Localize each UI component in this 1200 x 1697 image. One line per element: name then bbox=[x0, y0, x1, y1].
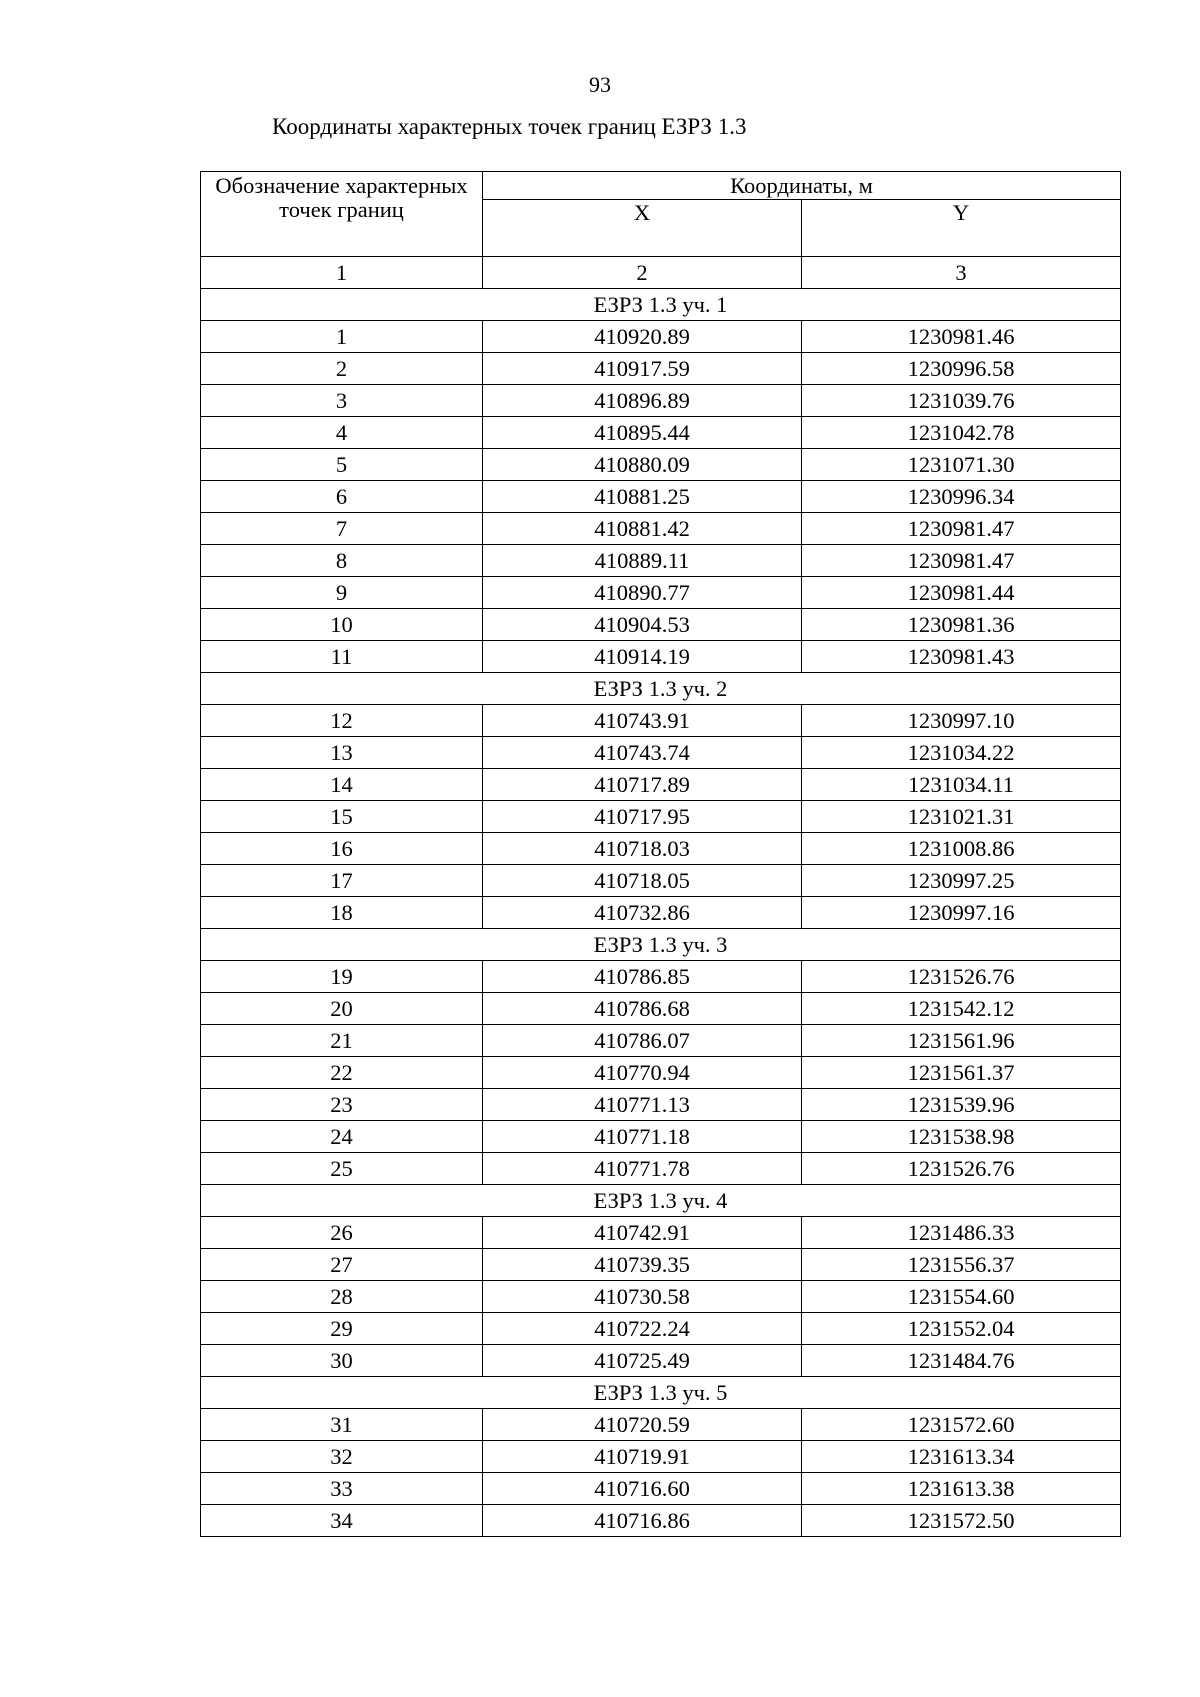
section-title: ЕЗРЗ 1.3 уч. 4 bbox=[201, 1185, 1121, 1217]
section-title: ЕЗРЗ 1.3 уч. 2 bbox=[201, 673, 1121, 705]
point-number: 31 bbox=[201, 1409, 483, 1441]
coord-y: 1230981.43 bbox=[802, 641, 1121, 673]
coord-x: 410786.85 bbox=[483, 961, 802, 993]
coord-y: 1231542.12 bbox=[802, 993, 1121, 1025]
point-number: 23 bbox=[201, 1089, 483, 1121]
coord-y: 1230981.47 bbox=[802, 513, 1121, 545]
point-number: 33 bbox=[201, 1473, 483, 1505]
table-row bbox=[201, 1121, 1121, 1153]
coord-x: 410720.59 bbox=[483, 1409, 802, 1441]
coord-y: 1231039.76 bbox=[802, 385, 1121, 417]
table-row bbox=[201, 1345, 1121, 1377]
coord-x: 410904.53 bbox=[483, 609, 802, 641]
section-row bbox=[201, 1377, 1121, 1409]
coord-y: 1231526.76 bbox=[802, 1153, 1121, 1185]
point-number: 2 bbox=[201, 353, 483, 385]
coord-y: 1231561.96 bbox=[802, 1025, 1121, 1057]
column-number-row bbox=[201, 257, 1121, 289]
point-number: 10 bbox=[201, 609, 483, 641]
coord-y: 1231561.37 bbox=[802, 1057, 1121, 1089]
coord-x: 410786.68 bbox=[483, 993, 802, 1025]
table-row bbox=[201, 1409, 1121, 1441]
coord-y: 1231526.76 bbox=[802, 961, 1121, 993]
coord-x: 410730.58 bbox=[483, 1281, 802, 1313]
point-number: 4 bbox=[201, 417, 483, 449]
coord-y: 1230996.58 bbox=[802, 353, 1121, 385]
coord-x: 410881.25 bbox=[483, 481, 802, 513]
header-row bbox=[201, 172, 1121, 200]
column-number: 2 bbox=[483, 257, 802, 289]
point-number: 26 bbox=[201, 1217, 483, 1249]
coord-y: 1230981.44 bbox=[802, 577, 1121, 609]
point-number: 24 bbox=[201, 1121, 483, 1153]
point-number: 1 bbox=[201, 321, 483, 353]
coord-y: 1230997.10 bbox=[802, 705, 1121, 737]
coord-x: 410896.89 bbox=[483, 385, 802, 417]
point-number: 25 bbox=[201, 1153, 483, 1185]
coord-y: 1231613.34 bbox=[802, 1441, 1121, 1473]
table-row bbox=[201, 353, 1121, 385]
coord-y: 1231484.76 bbox=[802, 1345, 1121, 1377]
table-row bbox=[201, 1505, 1121, 1537]
coord-y: 1230981.46 bbox=[802, 321, 1121, 353]
coord-x: 410719.91 bbox=[483, 1441, 802, 1473]
section-row bbox=[201, 289, 1121, 321]
page-number: 93 bbox=[589, 72, 611, 97]
point-number: 12 bbox=[201, 705, 483, 737]
point-number: 16 bbox=[201, 833, 483, 865]
coord-x: 410742.91 bbox=[483, 1217, 802, 1249]
coord-x: 410739.35 bbox=[483, 1249, 802, 1281]
coord-y: 1231538.98 bbox=[802, 1121, 1121, 1153]
section-title: ЕЗРЗ 1.3 уч. 1 bbox=[201, 289, 1121, 321]
table-row bbox=[201, 1057, 1121, 1089]
table-row bbox=[201, 1217, 1121, 1249]
coord-x: 410895.44 bbox=[483, 417, 802, 449]
table-row bbox=[201, 1089, 1121, 1121]
point-number: 11 bbox=[201, 641, 483, 673]
section-title: ЕЗРЗ 1.3 уч. 5 bbox=[201, 1377, 1121, 1409]
coord-x: 410718.03 bbox=[483, 833, 802, 865]
point-number: 15 bbox=[201, 801, 483, 833]
coord-x: 410880.09 bbox=[483, 449, 802, 481]
point-number: 21 bbox=[201, 1025, 483, 1057]
coord-y: 1231034.22 bbox=[802, 737, 1121, 769]
table-row bbox=[201, 321, 1121, 353]
coord-y: 1231021.31 bbox=[802, 801, 1121, 833]
point-number: 30 bbox=[201, 1345, 483, 1377]
coord-x: 410716.86 bbox=[483, 1505, 802, 1537]
table-row bbox=[201, 1281, 1121, 1313]
table-row bbox=[201, 609, 1121, 641]
point-number: 8 bbox=[201, 545, 483, 577]
point-number: 9 bbox=[201, 577, 483, 609]
header-designation: Обозначение характерных точек границ bbox=[201, 172, 483, 257]
point-number: 32 bbox=[201, 1441, 483, 1473]
table-row bbox=[201, 769, 1121, 801]
table-row bbox=[201, 1249, 1121, 1281]
table-row bbox=[201, 481, 1121, 513]
coord-y: 1231556.37 bbox=[802, 1249, 1121, 1281]
section-row bbox=[201, 929, 1121, 961]
coord-y: 1230997.16 bbox=[802, 897, 1121, 929]
coord-y: 1231071.30 bbox=[802, 449, 1121, 481]
coord-y: 1230981.36 bbox=[802, 609, 1121, 641]
coord-x: 410718.05 bbox=[483, 865, 802, 897]
table-row bbox=[201, 1473, 1121, 1505]
column-number: 3 bbox=[802, 257, 1121, 289]
table-row bbox=[201, 897, 1121, 929]
point-number: 17 bbox=[201, 865, 483, 897]
table-row bbox=[201, 705, 1121, 737]
coord-x: 410917.59 bbox=[483, 353, 802, 385]
coord-x: 410743.74 bbox=[483, 737, 802, 769]
point-number: 22 bbox=[201, 1057, 483, 1089]
coord-x: 410770.94 bbox=[483, 1057, 802, 1089]
point-number: 20 bbox=[201, 993, 483, 1025]
coord-x: 410881.42 bbox=[483, 513, 802, 545]
point-number: 27 bbox=[201, 1249, 483, 1281]
table-row bbox=[201, 1313, 1121, 1345]
coord-y: 1231539.96 bbox=[802, 1089, 1121, 1121]
point-number: 5 bbox=[201, 449, 483, 481]
table-row bbox=[201, 1153, 1121, 1185]
coord-x: 410732.86 bbox=[483, 897, 802, 929]
point-number: 13 bbox=[201, 737, 483, 769]
point-number: 7 bbox=[201, 513, 483, 545]
coord-x: 410889.11 bbox=[483, 545, 802, 577]
table-row bbox=[201, 449, 1121, 481]
section-row bbox=[201, 673, 1121, 705]
coord-y: 1230996.34 bbox=[802, 481, 1121, 513]
coord-y: 1230997.25 bbox=[802, 865, 1121, 897]
coord-x: 410771.18 bbox=[483, 1121, 802, 1153]
coord-x: 410914.19 bbox=[483, 641, 802, 673]
table-row bbox=[201, 801, 1121, 833]
coord-y: 1231554.60 bbox=[802, 1281, 1121, 1313]
coord-y: 1231552.04 bbox=[802, 1313, 1121, 1345]
coord-x: 410716.60 bbox=[483, 1473, 802, 1505]
coord-y: 1231486.33 bbox=[802, 1217, 1121, 1249]
table-row bbox=[201, 833, 1121, 865]
point-number: 19 bbox=[201, 961, 483, 993]
coord-x: 410920.89 bbox=[483, 321, 802, 353]
point-number: 3 bbox=[201, 385, 483, 417]
coord-y: 1231042.78 bbox=[802, 417, 1121, 449]
coord-y: 1231572.60 bbox=[802, 1409, 1121, 1441]
coord-x: 410722.24 bbox=[483, 1313, 802, 1345]
table-row bbox=[201, 1025, 1121, 1057]
point-number: 14 bbox=[201, 769, 483, 801]
page-title: Координаты характерных точек границ ЕЗРЗ 1.3 bbox=[272, 114, 747, 139]
table-row bbox=[201, 641, 1121, 673]
point-number: 34 bbox=[201, 1505, 483, 1537]
point-number: 18 bbox=[201, 897, 483, 929]
coord-x: 410771.78 bbox=[483, 1153, 802, 1185]
table-row bbox=[201, 1441, 1121, 1473]
coord-x: 410786.07 bbox=[483, 1025, 802, 1057]
header-coordinates: Координаты, м bbox=[483, 172, 1121, 200]
table-row bbox=[201, 513, 1121, 545]
coord-x: 410771.13 bbox=[483, 1089, 802, 1121]
table-row bbox=[201, 577, 1121, 609]
coord-y: 1230981.47 bbox=[802, 545, 1121, 577]
table-row bbox=[201, 545, 1121, 577]
header-x: X bbox=[483, 200, 802, 257]
table-row bbox=[201, 737, 1121, 769]
coord-x: 410717.89 bbox=[483, 769, 802, 801]
coord-x: 410743.91 bbox=[483, 705, 802, 737]
table-row bbox=[201, 417, 1121, 449]
point-number: 28 bbox=[201, 1281, 483, 1313]
coord-y: 1231034.11 bbox=[802, 769, 1121, 801]
coord-y: 1231613.38 bbox=[802, 1473, 1121, 1505]
coord-x: 410890.77 bbox=[483, 577, 802, 609]
point-number: 6 bbox=[201, 481, 483, 513]
coord-x: 410717.95 bbox=[483, 801, 802, 833]
table-row bbox=[201, 961, 1121, 993]
coordinates-table bbox=[200, 171, 1121, 1537]
column-number: 1 bbox=[201, 257, 483, 289]
point-number: 29 bbox=[201, 1313, 483, 1345]
section-title: ЕЗРЗ 1.3 уч. 3 bbox=[201, 929, 1121, 961]
coord-y: 1231008.86 bbox=[802, 833, 1121, 865]
coord-x: 410725.49 bbox=[483, 1345, 802, 1377]
coord-y: 1231572.50 bbox=[802, 1505, 1121, 1537]
table-row bbox=[201, 865, 1121, 897]
section-row bbox=[201, 1185, 1121, 1217]
header-y: Y bbox=[802, 200, 1121, 257]
table-row bbox=[201, 385, 1121, 417]
table-row bbox=[201, 993, 1121, 1025]
